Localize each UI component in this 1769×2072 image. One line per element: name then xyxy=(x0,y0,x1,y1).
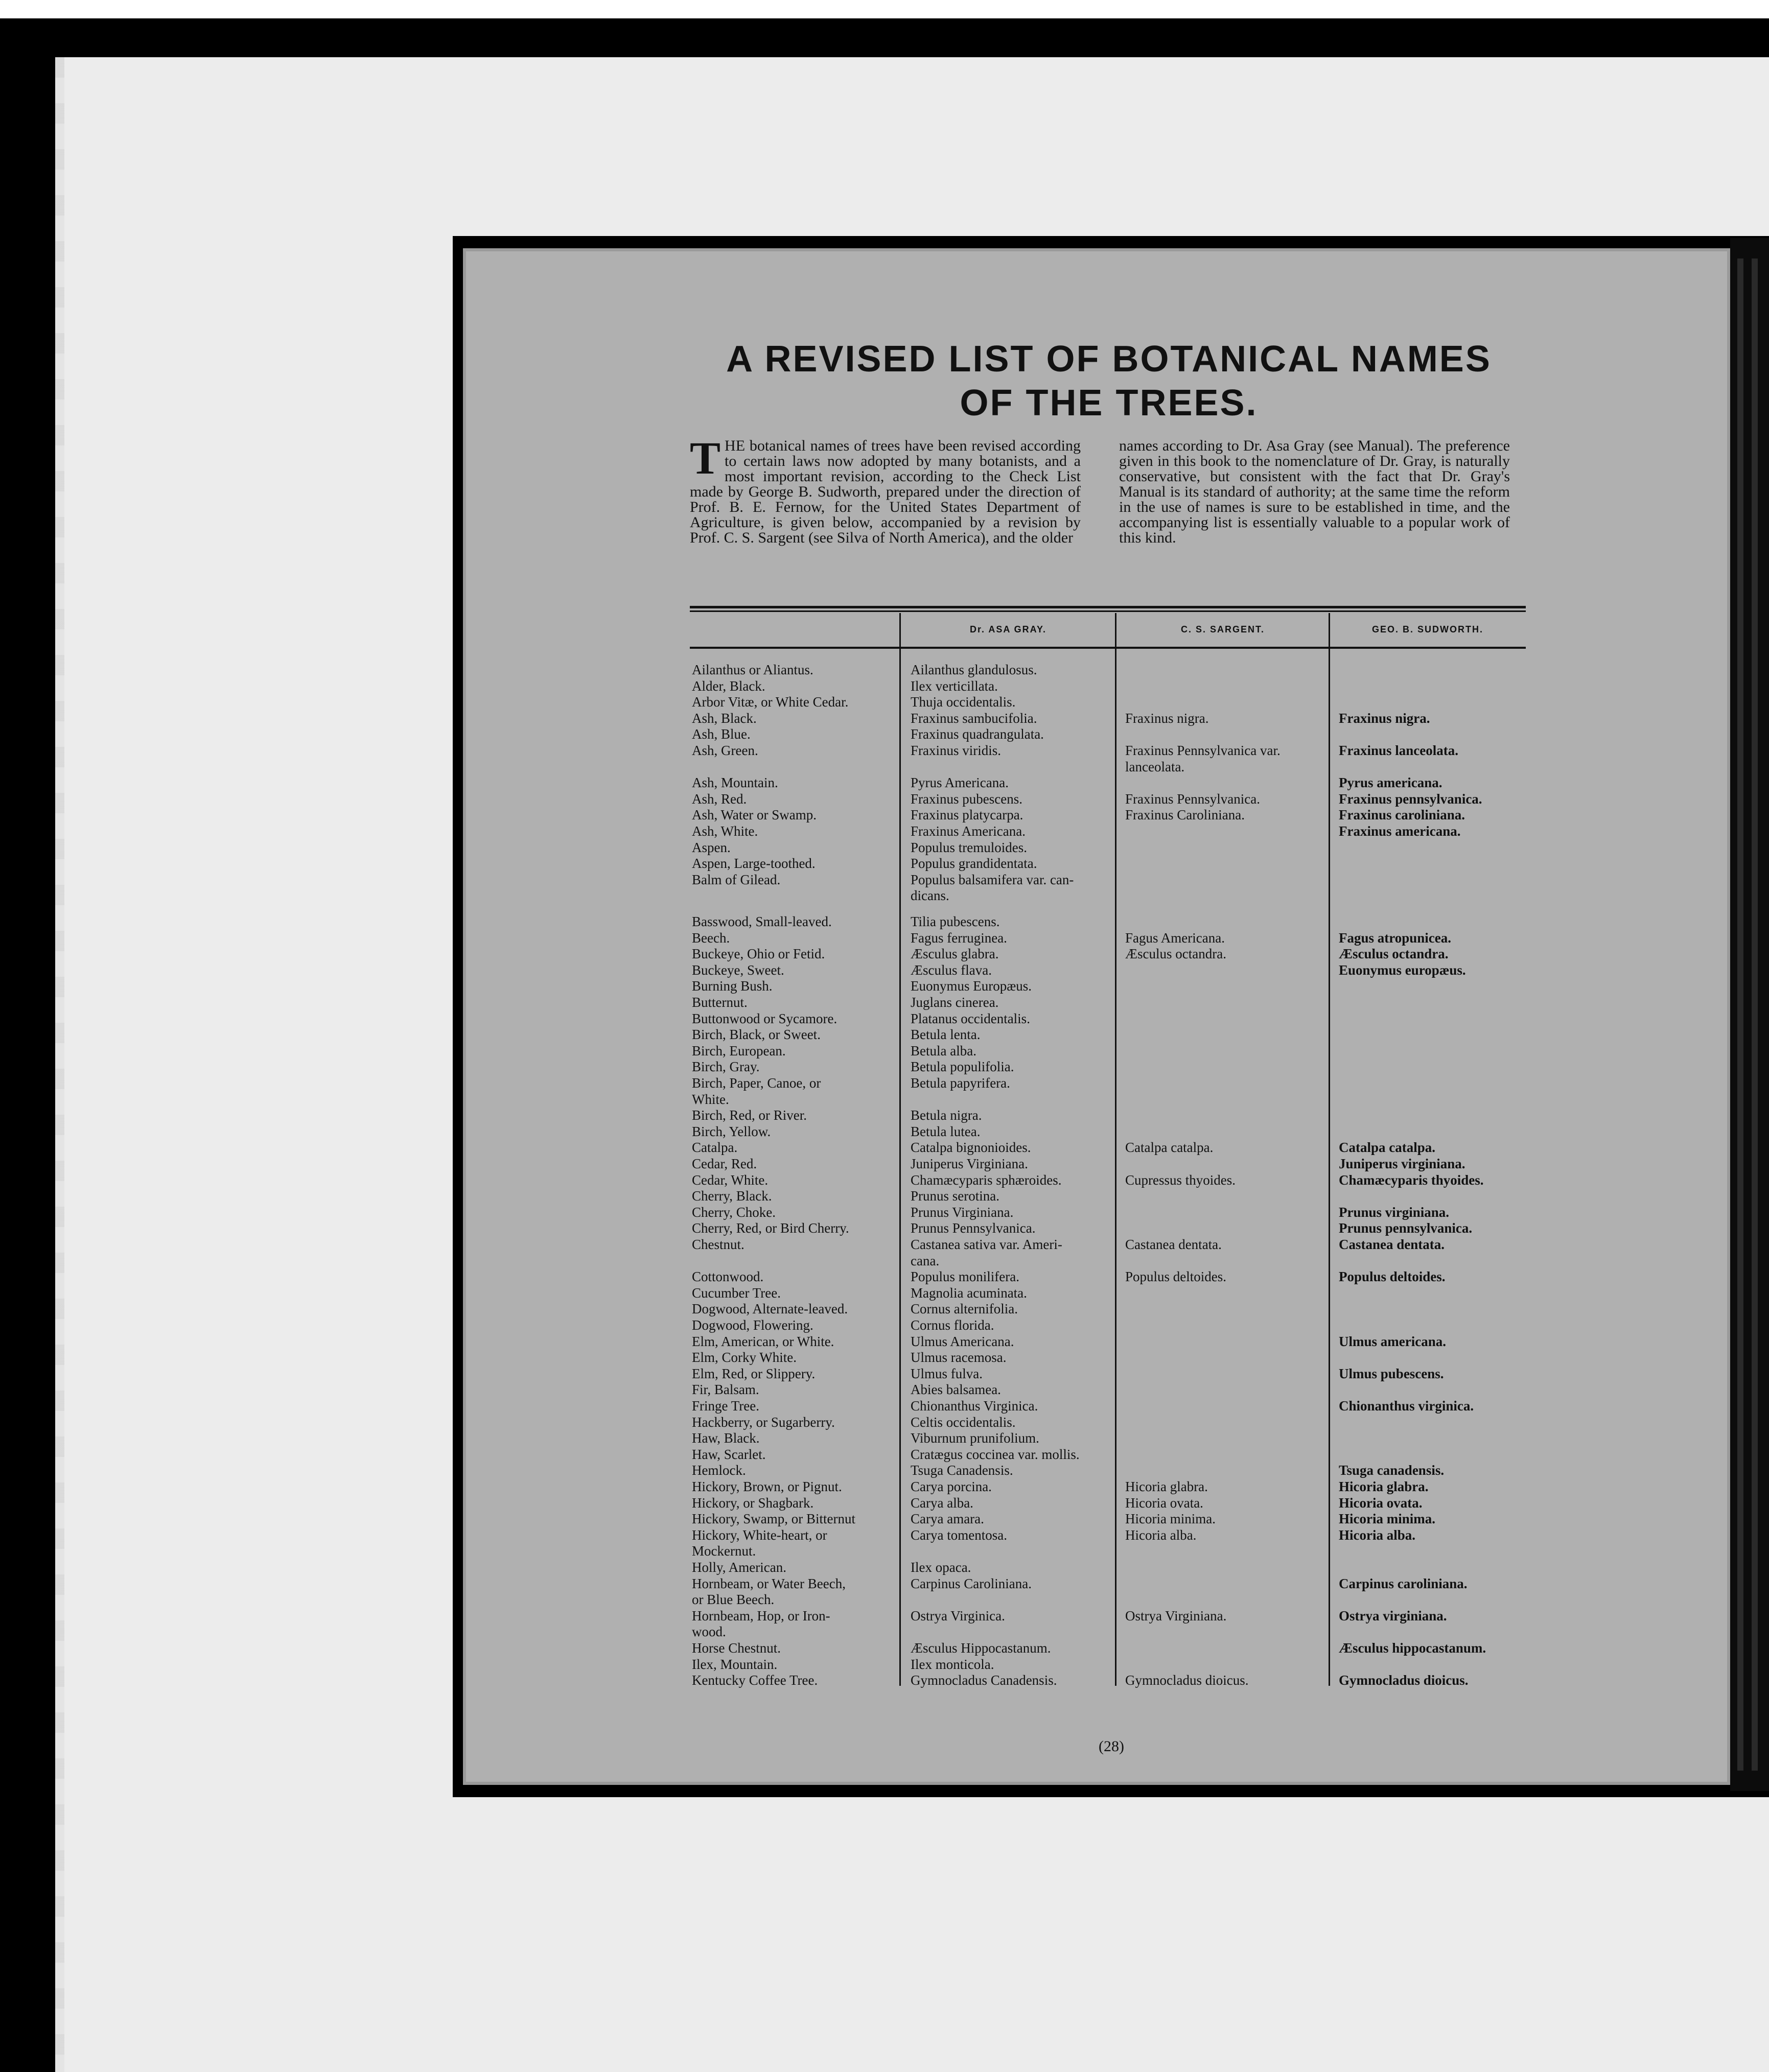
sargent-name-cell: Hicoria ovata. xyxy=(1125,1495,1203,1511)
gray-name-cell: Pyrus Americana. xyxy=(911,775,1009,791)
common-name-cell: Aspen, Large-toothed. xyxy=(692,856,816,872)
sargent-name-cell: Fagus Americana. xyxy=(1125,930,1225,946)
sudworth-name-cell: Carpinus caroliniana. xyxy=(1339,1575,1468,1591)
common-name-cell: Ilex, Mountain. xyxy=(692,1656,778,1672)
common-name-cell: Balm of Gilead. xyxy=(692,872,781,887)
table-header-rule xyxy=(690,647,1526,649)
sargent-name-cell: Fraxinus Pennsylvanica var. xyxy=(1125,743,1281,758)
sudworth-name-cell: Pyrus americana. xyxy=(1339,775,1442,791)
gray-name-cell: cana. xyxy=(911,1253,940,1268)
common-name-cell: Hemlock. xyxy=(692,1463,746,1478)
gray-name-cell: Catalpa bignonioides. xyxy=(911,1140,1031,1156)
title-line-2: OF THE TREES. xyxy=(960,383,1258,423)
top-paper-strip xyxy=(0,0,1769,18)
column-divider xyxy=(1115,613,1116,1686)
column-header-sudworth: GEO. B. SUDWORTH. xyxy=(1372,624,1483,634)
booklet-right-edge xyxy=(1730,238,1769,1791)
common-name-cell: Birch, Red, or River. xyxy=(692,1108,807,1123)
gray-name-cell: Betula papyrifera. xyxy=(911,1075,1010,1091)
common-name-cell: Burning Bush. xyxy=(692,978,773,994)
gray-name-cell: Castanea sativa var. Ameri- xyxy=(911,1236,1062,1252)
sudworth-name-cell: Ulmus americana. xyxy=(1339,1333,1446,1349)
gray-name-cell: Betula nigra. xyxy=(911,1108,982,1123)
sudworth-name-cell: Hicoria alba. xyxy=(1339,1527,1415,1543)
common-name-cell: Elm, Red, or Slippery. xyxy=(692,1365,816,1381)
gray-name-cell: Cratægus coccinea var. mollis. xyxy=(911,1446,1080,1462)
common-name-cell: Ash, Water or Swamp. xyxy=(692,807,817,823)
column-header-sargent: C. S. SARGENT. xyxy=(1180,624,1265,634)
gray-name-cell: Ilex monticola. xyxy=(911,1656,994,1672)
common-name-cell: Elm, American, or White. xyxy=(692,1333,834,1349)
page-edge-line xyxy=(1737,258,1743,1771)
booklet-page xyxy=(463,248,1730,1785)
common-name-cell: Hickory, White-heart, or xyxy=(692,1527,827,1543)
common-name-cell: Birch, European. xyxy=(692,1043,786,1058)
sudworth-name-cell: Populus deltoides. xyxy=(1339,1269,1446,1285)
page-number: (28) xyxy=(1099,1738,1124,1755)
gray-name-cell: Thuja occidentalis. xyxy=(911,694,1016,710)
common-name-cell: Ash, Black. xyxy=(692,710,757,726)
gray-name-cell: Platanus occidentalis. xyxy=(911,1010,1030,1026)
common-name-cell: Buttonwood or Sycamore. xyxy=(692,1010,837,1026)
common-name-cell: Cucumber Tree. xyxy=(692,1285,781,1301)
common-name-cell: Buckeye, Sweet. xyxy=(692,962,784,978)
gray-name-cell: Ilex opaca. xyxy=(911,1559,971,1575)
gray-name-cell: Abies balsamea. xyxy=(911,1382,1001,1398)
common-name-cell: Ash, Mountain. xyxy=(692,775,778,791)
gray-name-cell: Carya alba. xyxy=(911,1495,973,1511)
title-line-1: A REVISED LIST OF BOTANICAL NAMES xyxy=(726,339,1492,380)
common-name-cell: Mockernut. xyxy=(692,1543,756,1559)
gray-name-cell: Cornus florida. xyxy=(911,1317,994,1333)
common-name-cell: Fir, Balsam. xyxy=(692,1382,759,1398)
sudworth-name-cell: Fraxinus americana. xyxy=(1339,823,1461,839)
intro-text-left: HE botanical names of trees have been revised according to certain laws now adopted by many botanists, and a most important revision, according to the Check List made by George B. Sudworth, prepared under the direction of Prof. B. E. Fernow, for the United States Department of Agriculture, is given below, accompanied by a revision by Prof. C. S. Sargent (see Silva of North America), and the older xyxy=(690,437,1081,546)
gray-name-cell: Juniperus Virginiana. xyxy=(911,1156,1028,1171)
sudworth-name-cell: Prunus pennsylvanica. xyxy=(1339,1220,1473,1236)
gray-name-cell: Gymnocladus Canadensis. xyxy=(911,1673,1057,1688)
table-top-rule-thin xyxy=(690,610,1526,612)
sudworth-name-cell: Hicoria glabra. xyxy=(1339,1478,1429,1494)
sudworth-name-cell: Hicoria minima. xyxy=(1339,1511,1435,1527)
sargent-name-cell: Hicoria glabra. xyxy=(1125,1478,1208,1494)
sudworth-name-cell: Chionanthus virginica. xyxy=(1339,1398,1474,1414)
common-name-cell: Catalpa. xyxy=(692,1140,738,1156)
gray-name-cell: Chionanthus Virginica. xyxy=(911,1398,1038,1414)
common-name-cell: Hickory, Brown, or Pignut. xyxy=(692,1478,842,1494)
common-name-cell: Alder, Black. xyxy=(692,678,765,694)
sudworth-name-cell: Ostrya virginiana. xyxy=(1339,1608,1447,1623)
gray-name-cell: Betula lenta. xyxy=(911,1027,981,1043)
sudworth-name-cell: Juniperus virginiana. xyxy=(1339,1156,1465,1171)
sargent-name-cell: Populus deltoides. xyxy=(1125,1269,1227,1285)
common-name-cell: Hornbeam, or Water Beech, xyxy=(692,1575,846,1591)
common-name-cell: Haw, Black. xyxy=(692,1430,760,1446)
gray-name-cell: Ilex verticillata. xyxy=(911,678,998,694)
gray-name-cell: Carya porcina. xyxy=(911,1478,992,1494)
sargent-name-cell: Fraxinus nigra. xyxy=(1125,710,1209,726)
sargent-name-cell: Catalpa catalpa. xyxy=(1125,1140,1214,1156)
common-name-cell: Fringe Tree. xyxy=(692,1398,760,1414)
page-title xyxy=(654,337,1564,425)
gray-name-cell: Ulmus racemosa. xyxy=(911,1350,1007,1365)
gray-name-cell: Ulmus fulva. xyxy=(911,1365,983,1381)
gray-name-cell: Carpinus Caroliniana. xyxy=(911,1575,1032,1591)
sargent-name-cell: Gymnocladus dioicus. xyxy=(1125,1673,1249,1688)
mount-edge xyxy=(55,57,64,2072)
sudworth-name-cell: Hicoria ovata. xyxy=(1339,1495,1423,1511)
common-name-cell: Buckeye, Ohio or Fetid. xyxy=(692,946,825,962)
sudworth-name-cell: Tsuga canadensis. xyxy=(1339,1463,1445,1478)
intro-column-left xyxy=(690,433,1081,546)
common-name-cell: Haw, Scarlet. xyxy=(692,1446,766,1462)
sargent-name-cell: Æsculus octandra. xyxy=(1125,946,1226,962)
common-name-cell: Birch, Yellow. xyxy=(692,1123,771,1139)
column-divider xyxy=(899,613,901,1686)
sudworth-name-cell: Æsculus hippocastanum. xyxy=(1339,1640,1486,1656)
gray-name-cell: Æsculus Hippocastanum. xyxy=(911,1640,1051,1656)
drop-cap: T xyxy=(690,433,721,484)
sudworth-name-cell: Fraxinus nigra. xyxy=(1339,710,1430,726)
common-name-cell: Cottonwood. xyxy=(692,1269,764,1285)
gray-name-cell: Populus monilifera. xyxy=(911,1269,1019,1285)
common-name-cell: Hickory, Swamp, or Bitternut xyxy=(692,1511,855,1527)
intro-text-right: names according to Dr. Asa Gray (see Manual). The preference given in this book to the nomenclature of Dr. Gray, is naturally conservative, but consistent with the fact that Dr. Gray's Manual is its standard of authority; at the same time the reform in the use of names is sure to be established in time, and the accompanying list is essentially valuable to a popular work of this kind. xyxy=(1119,437,1510,546)
sargent-name-cell: Hicoria minima. xyxy=(1125,1511,1216,1527)
sargent-name-cell: Cupressus thyoides. xyxy=(1125,1172,1236,1188)
sargent-name-cell: lanceolata. xyxy=(1125,759,1185,774)
gray-name-cell: Tsuga Canadensis. xyxy=(911,1463,1013,1478)
common-name-cell: or Blue Beech. xyxy=(692,1592,775,1608)
sargent-name-cell: Fraxinus Caroliniana. xyxy=(1125,807,1245,823)
gray-name-cell: Fraxinus pubescens. xyxy=(911,791,1022,807)
sudworth-name-cell: Chamæcyparis thyoides. xyxy=(1339,1172,1484,1188)
common-name-cell: White. xyxy=(692,1091,729,1107)
gray-name-cell: Fagus ferruginea. xyxy=(911,930,1007,946)
common-name-cell: Cherry, Black. xyxy=(692,1188,772,1204)
common-name-cell: Cedar, White. xyxy=(692,1172,769,1188)
gray-name-cell: Chamæcyparis sphæroides. xyxy=(911,1172,1062,1188)
sudworth-name-cell: Æsculus octandra. xyxy=(1339,946,1449,962)
common-name-cell: Aspen. xyxy=(692,839,731,855)
sargent-name-cell: Fraxinus Pennsylvanica. xyxy=(1125,791,1260,807)
gray-name-cell: Fraxinus quadrangulata. xyxy=(911,726,1044,742)
common-name-cell: Birch, Gray. xyxy=(692,1059,760,1075)
common-name-cell: Hackberry, or Sugarberry. xyxy=(692,1414,835,1430)
common-name-cell: Cedar, Red. xyxy=(692,1156,757,1171)
sudworth-name-cell: Fraxinus pennsylvanica. xyxy=(1339,791,1482,807)
column-divider xyxy=(1329,613,1330,1686)
sudworth-name-cell: Euonymus europæus. xyxy=(1339,962,1466,978)
common-name-cell: Ash, Blue. xyxy=(692,726,751,742)
gray-name-cell: Celtis occidentalis. xyxy=(911,1414,1016,1430)
gray-name-cell: Juglans cinerea. xyxy=(911,994,999,1010)
common-name-cell: Elm, Corky White. xyxy=(692,1350,797,1365)
common-name-cell: Arbor Vitæ, or White Cedar. xyxy=(692,694,849,710)
common-name-cell: Hornbeam, Hop, or Iron- xyxy=(692,1608,830,1623)
gray-name-cell: dicans. xyxy=(911,888,949,904)
common-name-cell: Ash, Red. xyxy=(692,791,747,807)
common-name-cell: Butternut. xyxy=(692,994,748,1010)
common-name-cell: Kentucky Coffee Tree. xyxy=(692,1673,818,1688)
gray-name-cell: Prunus Pennsylvanica. xyxy=(911,1220,1036,1236)
gray-name-cell: Fraxinus Americana. xyxy=(911,823,1026,839)
gray-name-cell: Carya amara. xyxy=(911,1511,984,1527)
gray-name-cell: Euonymus Europæus. xyxy=(911,978,1032,994)
gray-name-cell: Populus grandidentata. xyxy=(911,856,1037,872)
gray-name-cell: Cornus alternifolia. xyxy=(911,1301,1018,1317)
gray-name-cell: Æsculus glabra. xyxy=(911,946,999,962)
gray-name-cell: Magnolia acuminata. xyxy=(911,1285,1027,1301)
common-name-cell: wood. xyxy=(692,1624,726,1640)
common-name-cell: Cherry, Choke. xyxy=(692,1204,776,1220)
gray-name-cell: Carya tomentosa. xyxy=(911,1527,1007,1543)
common-name-cell: Dogwood, Alternate-leaved. xyxy=(692,1301,848,1317)
sudworth-name-cell: Ulmus pubescens. xyxy=(1339,1365,1444,1381)
gray-name-cell: Fraxinus platycarpa. xyxy=(911,807,1023,823)
sudworth-name-cell: Gymnocladus dioicus. xyxy=(1339,1673,1469,1688)
common-name-cell: Chestnut. xyxy=(692,1236,744,1252)
gray-name-cell: Betula alba. xyxy=(911,1043,976,1058)
gray-name-cell: Prunus serotina. xyxy=(911,1188,999,1204)
common-name-cell: Horse Chestnut. xyxy=(692,1640,781,1656)
sargent-name-cell: Hicoria alba. xyxy=(1125,1527,1197,1543)
gray-name-cell: Populus tremuloides. xyxy=(911,839,1027,855)
common-name-cell: Cherry, Red, or Bird Cherry. xyxy=(692,1220,849,1236)
gray-name-cell: Ostrya Virginica. xyxy=(911,1608,1005,1623)
common-name-cell: Birch, Black, or Sweet. xyxy=(692,1027,821,1043)
page-edge-line xyxy=(1752,258,1758,1771)
sudworth-name-cell: Castanea dentata. xyxy=(1339,1236,1445,1252)
intro-column-right xyxy=(1119,438,1510,546)
common-name-cell: Holly, American. xyxy=(692,1559,786,1575)
gray-name-cell: Betula populifolia. xyxy=(911,1059,1014,1075)
sudworth-name-cell: Fraxinus caroliniana. xyxy=(1339,807,1465,823)
gray-name-cell: Betula lutea. xyxy=(911,1123,981,1139)
column-header-gray: Dr. ASA GRAY. xyxy=(969,624,1047,634)
common-name-cell: Beech. xyxy=(692,930,730,946)
common-name-cell: Ash, Green. xyxy=(692,743,758,758)
common-name-cell: Ailanthus or Aliantus. xyxy=(692,662,813,677)
common-name-cell: Birch, Paper, Canoe, or xyxy=(692,1075,821,1091)
gray-name-cell: Ailanthus glandulosus. xyxy=(911,662,1037,677)
gray-name-cell: Fraxinus sambucifolia. xyxy=(911,710,1037,726)
gray-name-cell: Prunus Virginiana. xyxy=(911,1204,1014,1220)
common-name-cell: Dogwood, Flowering. xyxy=(692,1317,813,1333)
common-name-cell: Basswood, Small-leaved. xyxy=(692,913,832,929)
gray-name-cell: Tilia pubescens. xyxy=(911,913,1000,929)
sudworth-name-cell: Prunus virginiana. xyxy=(1339,1204,1450,1220)
gray-name-cell: Ulmus Americana. xyxy=(911,1333,1014,1349)
gray-name-cell: Populus balsamifera var. can- xyxy=(911,872,1074,887)
common-name-cell: Hickory, or Shagbark. xyxy=(692,1495,814,1511)
sudworth-name-cell: Catalpa catalpa. xyxy=(1339,1140,1435,1156)
sargent-name-cell: Castanea dentata. xyxy=(1125,1236,1222,1252)
sargent-name-cell: Ostrya Virginiana. xyxy=(1125,1608,1227,1623)
gray-name-cell: Æsculus flava. xyxy=(911,962,992,978)
sudworth-name-cell: Fraxinus lanceolata. xyxy=(1339,743,1458,758)
table-top-rule xyxy=(690,606,1526,608)
gray-name-cell: Viburnum prunifolium. xyxy=(911,1430,1039,1446)
gray-name-cell: Fraxinus viridis. xyxy=(911,743,1002,758)
sudworth-name-cell: Fagus atropunicea. xyxy=(1339,930,1452,946)
common-name-cell: Ash, White. xyxy=(692,823,758,839)
